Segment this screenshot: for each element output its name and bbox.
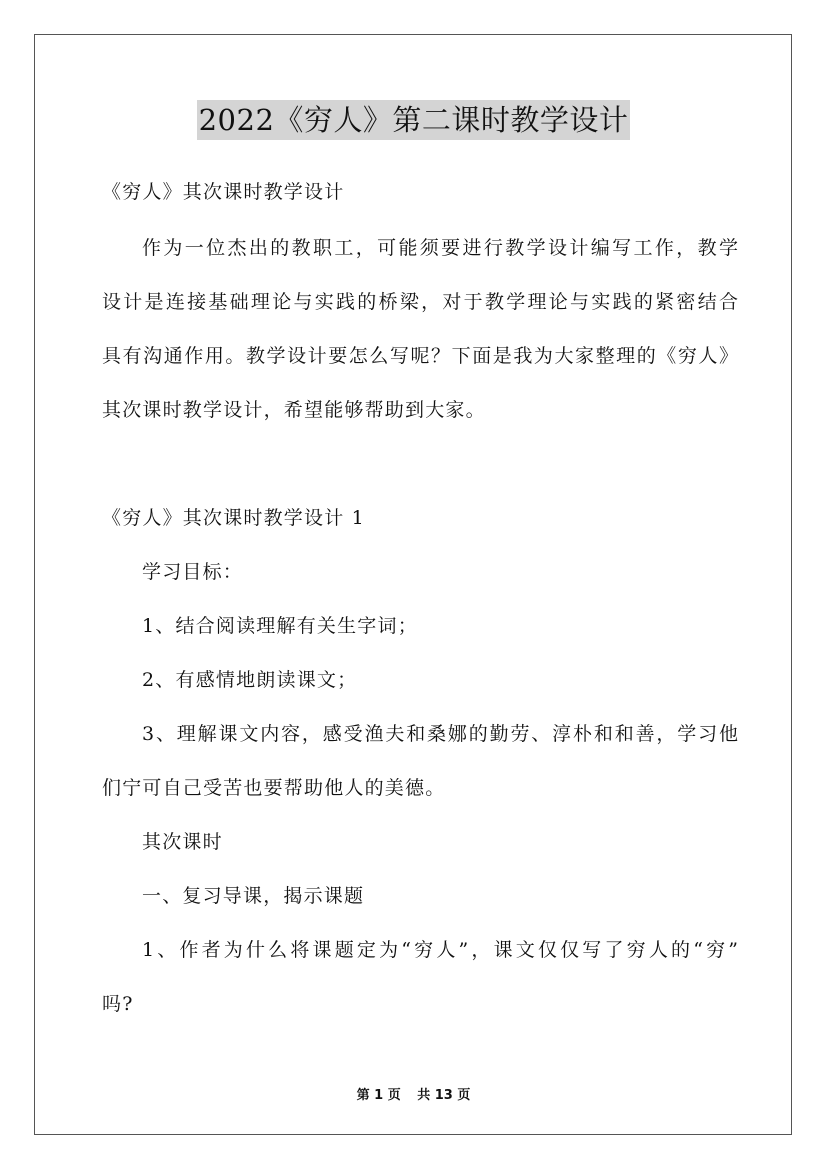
intro-line-3: 具有沟通作用。教学设计要怎么写呢？下面是我为大家整理的《穷人》: [102, 345, 738, 367]
objective-3-line-2: 们宁可自己受苦也要帮助他人的美德。: [102, 777, 446, 799]
section-title: 《穷人》其次课时教学设计 1: [102, 507, 365, 529]
question-1-line-1: 1、作者为什么将课题定为“穷人”，课文仅仅写了穷人的“穷”: [142, 939, 738, 961]
lesson-label: 其次课时: [142, 831, 223, 853]
objectives-label: 学习目标：: [142, 561, 244, 583]
page-footer: [0, 1084, 827, 1103]
part-one-heading: 一、复习导课，揭示课题: [142, 885, 365, 907]
intro-line-1: 作为一位杰出的教职工，可能须要进行教学设计编写工作，教学: [142, 237, 738, 259]
page-total: 共 13 页: [417, 1088, 471, 1103]
intro-line-2: 设计是连接基础理论与实践的桥梁，对于教学理论与实践的紧密结合: [102, 291, 738, 313]
objective-1: 1、结合阅读理解有关生字词；: [142, 615, 418, 637]
objective-3-line-1: 3、理解课文内容，感受渔夫和桑娜的勤劳、淳朴和和善，学习他: [142, 723, 738, 745]
page-number: 第 1 页: [356, 1088, 401, 1103]
document-title: 2022《穷人》第二课时教学设计: [197, 100, 631, 140]
title-container: [0, 100, 827, 140]
question-1-line-2: 吗?: [102, 993, 134, 1015]
objective-2: 2、有感情地朗读课文；: [142, 669, 358, 691]
intro-line-4: 其次课时教学设计，希望能够帮助到大家。: [102, 399, 486, 421]
subtitle: 《穷人》其次课时教学设计: [102, 181, 345, 203]
